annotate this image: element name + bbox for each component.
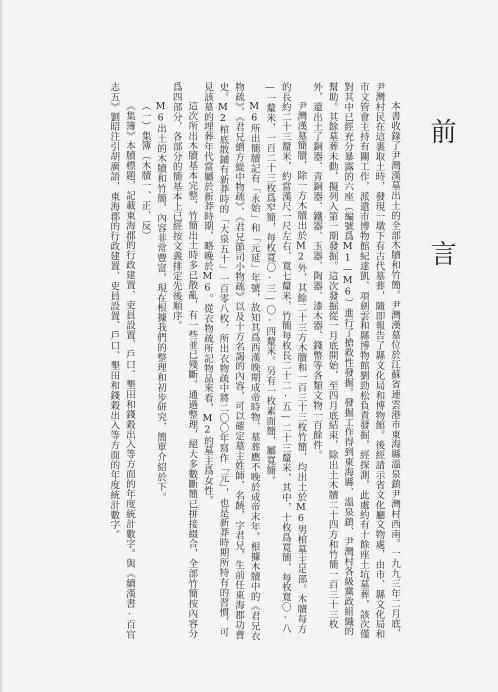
page-title: 前言 [426,118,456,362]
paragraph: 《集簿》本牘標題，記載東海郡的行政建置、吏員設置、戶口、墾田和錢穀出入等方面的年度統計數字。與《續漢書·百官志五》劉昭注引胡廣語，東海郡的行政建置、吏員設置、戶口、墾田和錢穀出入等方面的年度統計數字。 [108,82,135,640]
paragraph: M6所出簡牘記有「永始」和「元延」年號，故知其爲西漢晚期成帝時物，墓葬應不晚於成帝末年。根據木牘中的《君兄衣物疏》、《君兄繒方緹中物疏》、《君兄節司小物疏》以及十方名謁的內容，可以確定墓主姓師，名饒，字君兄，生前任東海郡功曹史。M2棺底散鋪有新莽時的「大泉五十」一百零八枚，所出衣物疏中將二〇〇年寫作「元」，也是新莽時期所特有的習慣，可見該墓的埋葬年代當屬於新莽時期，略晚於M6。從衣物疏所記物品來看，M2的墓主爲女性。 [201,82,260,642]
paragraph: 尹灣漢墓簡牘，除一方木牘出於M2外，其餘二十三方木牘和一百三十三枚竹簡，均出土於M6男棺墓主足部。木牘每方的長約二十三釐米，約當漢尺一尺左右，寬七釐米，竹簡每枚長二十二·五—二十三釐米，其中，十枚爲寬簡，每枚寬〇·八—一釐米，一百二十三枚爲窄簡，每枚寬〇·三—〇·四釐米。另有一枚素面簡，屬寬簡。 [264,82,307,635]
body-text [50,82,402,642]
page-edge [0,0,2,692]
section-heading: （一）集簿（木牘一、正、反） [139,101,151,241]
paragraph: M6出土的木牘和竹簡，內容非常豐富，現在根據我們的整理和初步研究，簡單介紹於下。 [155,101,167,502]
paragraph: 這次所出木牘基本完整，竹簡出土時多已散亂，有一些並已殘斷。通過整理，絕大多數斷簡已拼接綴合，全部竹簡按內容分爲四部分，各部分的簡基本上已經按文義排定先後順序。 [170,82,198,639]
paragraph: 本書收錄了尹灣漢墓出土的全部木牘和竹簡。尹灣漢墓位於江蘇省連雲港市東海縣溫泉鎮尹灣村西南。一九九三年二月底，尹灣村民在這裏取土時，發現一墩下有古代墓葬，隨即報告了縣文化局和博物館。後經請示省文化廳文物處，由市、縣文化局和市文管會主持有關工作，派遣市博物館紀達凱、項劍雲和縣博物館劉勁松負責發掘，經探測，此處約有十餘座土坑墓葬，該次僅對其中已經充分暴露的六座（編號爲M1—M6）進行了搶救性發掘。發掘工作得到東海縣、溫泉鎮、尹灣村各級黨政組織的幫助。其餘墓葬未動，擬列入第一期發掘。這次發掘從一月底開始，至四月底結束，除出土木牘二十四方和竹簡一百三十三枚外，還出土了銅器、青銅器、鐵器、玉器、陶器、漆木器、錢幣等各類文物一百餘件。 [311,82,400,640]
